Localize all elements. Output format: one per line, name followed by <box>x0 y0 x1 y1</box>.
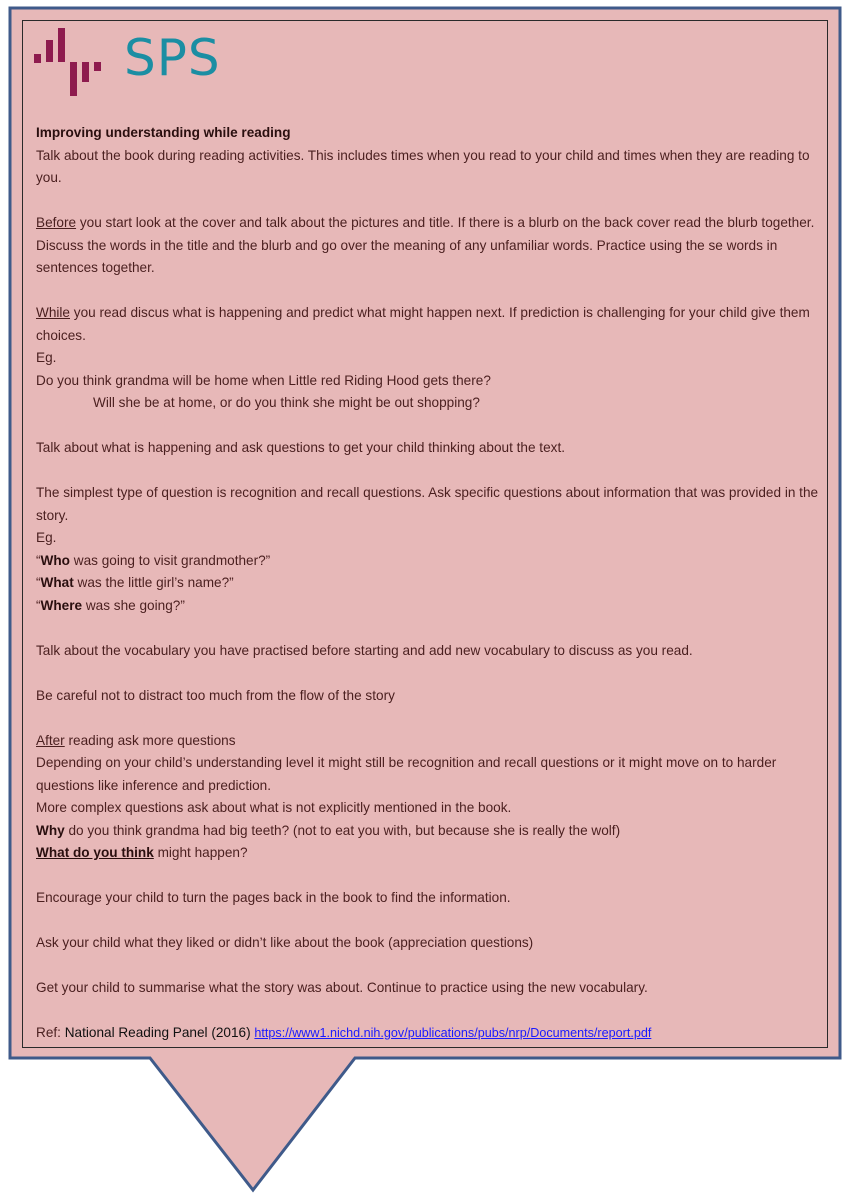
ref-label: Ref: <box>36 1025 65 1040</box>
talk-paragraph: Talk about what is happening and ask questions to get your child thinking about the text. <box>36 440 565 455</box>
question-what: “What was the little girl’s name?” <box>36 575 234 590</box>
question-who: “Who was going to visit grandmother?” <box>36 552 271 568</box>
why-bold: Why <box>36 822 65 838</box>
wdyt-bold: What do you think <box>36 845 154 860</box>
document-body <box>36 122 826 1045</box>
while-label: While <box>36 305 70 320</box>
careful-paragraph: Be careful not to distract too much from the flow of the story <box>36 687 395 703</box>
intro-paragraph: Talk about the book during reading activities. This includes times when you read to your child and times when they are reading to you. <box>36 147 810 185</box>
vocab-paragraph: Talk about the vocabulary you have practised before starting and add new vocabulary to discuss as you read. <box>36 642 693 658</box>
doc-title: Improving understanding while reading <box>36 125 291 140</box>
before-text: you start look at the cover and talk about the pictures and title. If there is a blurb on the back cover read the blurb together. Discuss the words in the title and the blurb and go over the meaning of any unfamiliar words. Practice using the se words in sentences together. <box>36 215 815 275</box>
after-text: reading ask more questions <box>64 732 236 748</box>
ref-link[interactable]: https://www1.nichd.nih.gov/publications/pubs/nrp/Documents/report.pdf <box>254 1026 652 1040</box>
while-question-1: Do you think grandma will be home when Little red Riding Hood gets there? <box>36 372 491 388</box>
question-where: “Where was she going?” <box>36 597 185 613</box>
depending-paragraph: Depending on your child’s understanding level it might still be recognition and recall questions or it might move on to harder questions like inference and prediction. <box>36 755 777 793</box>
summarise-paragraph: Get your child to summarise what the story was about. Continue to practice using the new vocabulary. <box>36 980 648 995</box>
complex-paragraph: More complex questions ask about what is not explicitly mentioned in the book. <box>36 800 512 815</box>
while-text: you read discus what is happening and predict what might happen next. If prediction is challenging for your child give them choices. <box>36 305 810 343</box>
logo-text: SPS <box>124 29 221 87</box>
question-who-bold: Who <box>40 552 70 568</box>
what-do-you-think-question: What do you think might happen? <box>36 845 248 860</box>
eg-label: Eg. <box>36 350 57 365</box>
sps-logo <box>34 26 234 98</box>
simplest-paragraph: The simplest type of question is recognition and recall questions. Ask specific questions about information that was provided in the story. <box>36 485 819 523</box>
before-paragraph <box>36 212 826 280</box>
while-paragraph <box>36 302 826 347</box>
why-question: Why do you think grandma had big teeth? (not to eat you with, but because she is really the wolf) <box>36 822 621 838</box>
question-what-bold: What <box>40 575 74 590</box>
logo-bars-icon <box>34 26 114 98</box>
encourage-paragraph: Encourage your child to turn the pages back in the book to find the information. <box>36 890 511 905</box>
before-label: Before <box>36 215 77 230</box>
eg-label: Eg. <box>36 530 57 545</box>
reference <box>36 1022 826 1045</box>
while-question-2: Will she be at home, or do you think she might be out shopping? <box>93 395 480 410</box>
question-where-bold: Where <box>40 597 83 613</box>
ask-paragraph: Ask your child what they liked or didn’t like about the book (appreciation questions) <box>36 935 534 950</box>
after-label: After <box>36 732 65 748</box>
ref-source: National Reading Panel (2016) <box>64 1025 251 1040</box>
after-paragraph <box>36 730 826 753</box>
